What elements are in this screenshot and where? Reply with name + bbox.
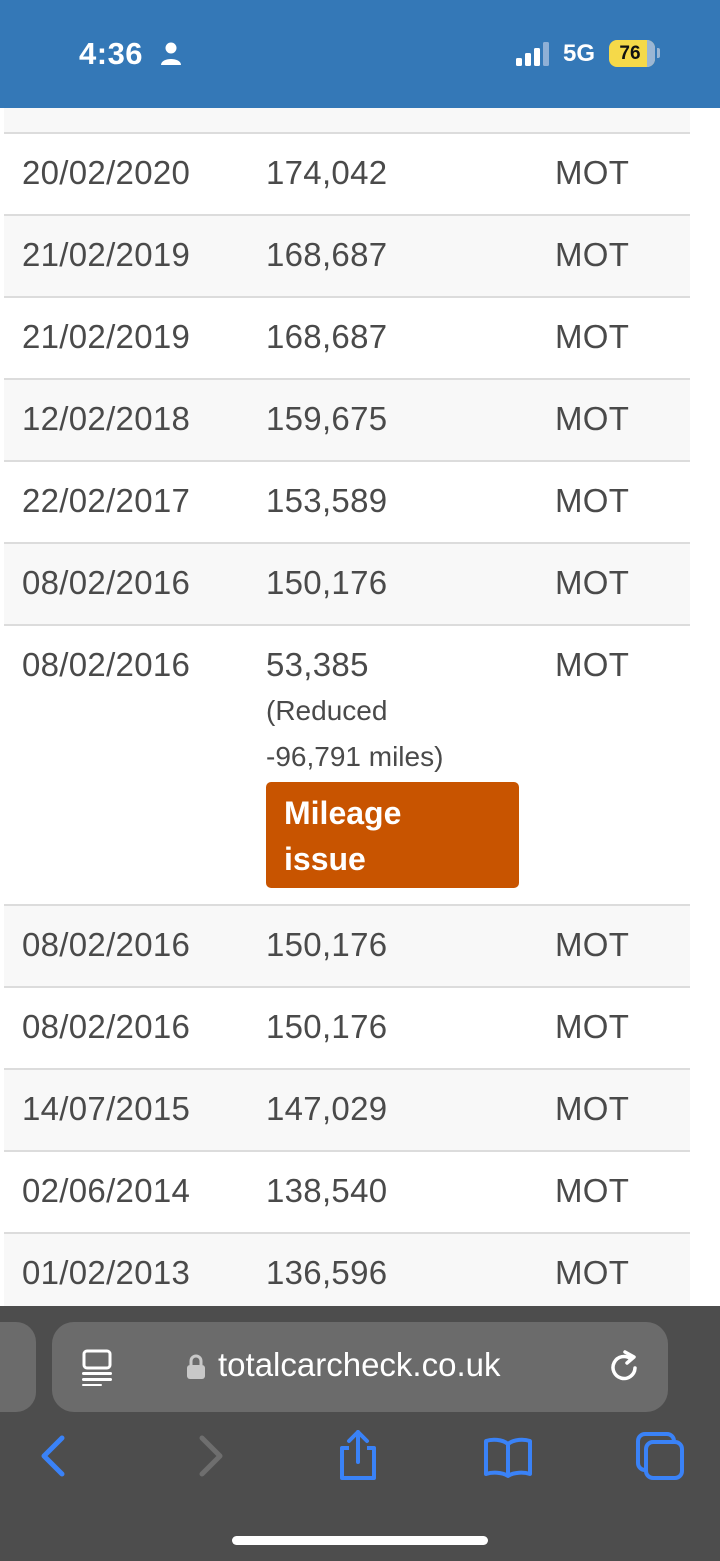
row-mileage: 150,176 [266, 564, 388, 601]
row-type: MOT [555, 1254, 630, 1291]
row-type: MOT [555, 154, 630, 191]
row-mileage: 159,675 [266, 400, 388, 437]
row-type: MOT [555, 236, 630, 273]
table-row [4, 1234, 690, 1306]
network-label: 5G [563, 40, 596, 67]
mileage-issue-badge-line2: issue [284, 841, 366, 877]
row-type: MOT [555, 1172, 630, 1209]
table-row [4, 462, 690, 544]
bookmarks-icon[interactable] [482, 1430, 534, 1482]
home-indicator[interactable] [232, 1536, 488, 1545]
row-type: MOT [555, 564, 630, 601]
reader-icon[interactable] [80, 1348, 114, 1386]
row-date: 01/02/2013 [22, 1254, 191, 1291]
row-type: MOT [555, 400, 630, 437]
row-mileage: 138,540 [266, 1172, 388, 1209]
row-type: MOT [555, 926, 630, 963]
row-date: 21/02/2019 [22, 318, 191, 355]
mileage-history-table [4, 108, 690, 1306]
table-row [4, 380, 690, 462]
row-date: 14/07/2015 [22, 1090, 191, 1127]
table-row [4, 298, 690, 380]
row-mileage: 150,176 [266, 926, 388, 963]
row-date: 20/02/2020 [22, 154, 191, 191]
row-mileage: 136,596 [266, 1254, 388, 1291]
reload-icon[interactable] [608, 1348, 642, 1386]
mileage-reduction-note-line2: -96,791 miles) [266, 741, 444, 772]
row-mileage: 174,042 [266, 154, 388, 191]
lock-icon [186, 1354, 206, 1380]
row-date: 02/06/2014 [22, 1172, 191, 1209]
mileage-issue-badge [266, 782, 519, 888]
row-date: 08/02/2016 [22, 564, 191, 601]
previous-tab-preview[interactable] [0, 1322, 36, 1412]
table-row [4, 988, 690, 1070]
table-row [4, 1152, 690, 1234]
row-mileage: 168,687 [266, 318, 388, 355]
address-bar[interactable] [52, 1322, 668, 1412]
row-mileage: 153,589 [266, 482, 388, 519]
row-type: MOT [555, 318, 630, 355]
row-date: 08/02/2016 [22, 646, 191, 683]
row-type: MOT [555, 646, 630, 683]
row-mileage: 53,385 [266, 646, 369, 683]
table-row [4, 216, 690, 298]
table-row [4, 1070, 690, 1152]
battery-icon [609, 40, 655, 67]
status-time: 4:36 [79, 36, 144, 71]
row-type: MOT [555, 1090, 630, 1127]
forward-icon[interactable] [184, 1430, 236, 1482]
row-mileage: 147,029 [266, 1090, 388, 1127]
browser-toolbar [0, 1306, 720, 1561]
row-type: MOT [555, 482, 630, 519]
signal-icon [516, 42, 552, 66]
row-date: 21/02/2019 [22, 236, 191, 273]
mileage-issue-badge-line1: Mileage [284, 795, 402, 831]
status-bar [0, 0, 720, 108]
row-date: 08/02/2016 [22, 926, 191, 963]
share-icon[interactable] [332, 1430, 384, 1482]
row-type: MOT [555, 1008, 630, 1045]
row-mileage: 168,687 [266, 236, 388, 273]
back-icon[interactable] [30, 1430, 82, 1482]
row-date: 22/02/2017 [22, 482, 191, 519]
tabs-icon[interactable] [634, 1430, 686, 1482]
battery-percentage: 76 [619, 43, 641, 64]
row-date: 08/02/2016 [22, 1008, 191, 1045]
row-date: 12/02/2018 [22, 400, 191, 437]
url-text[interactable]: totalcarcheck.co.uk [218, 1346, 501, 1383]
mileage-reduction-note-line1: (Reduced [266, 695, 388, 726]
table-row [4, 544, 690, 626]
table-row [4, 134, 690, 216]
table-row-partial [4, 108, 690, 134]
table-row [4, 906, 690, 988]
table-row-mileage-issue [4, 626, 690, 906]
row-mileage: 150,176 [266, 1008, 388, 1045]
battery-empty-portion [647, 40, 655, 67]
person-icon [160, 42, 182, 66]
battery-cap [657, 48, 660, 58]
